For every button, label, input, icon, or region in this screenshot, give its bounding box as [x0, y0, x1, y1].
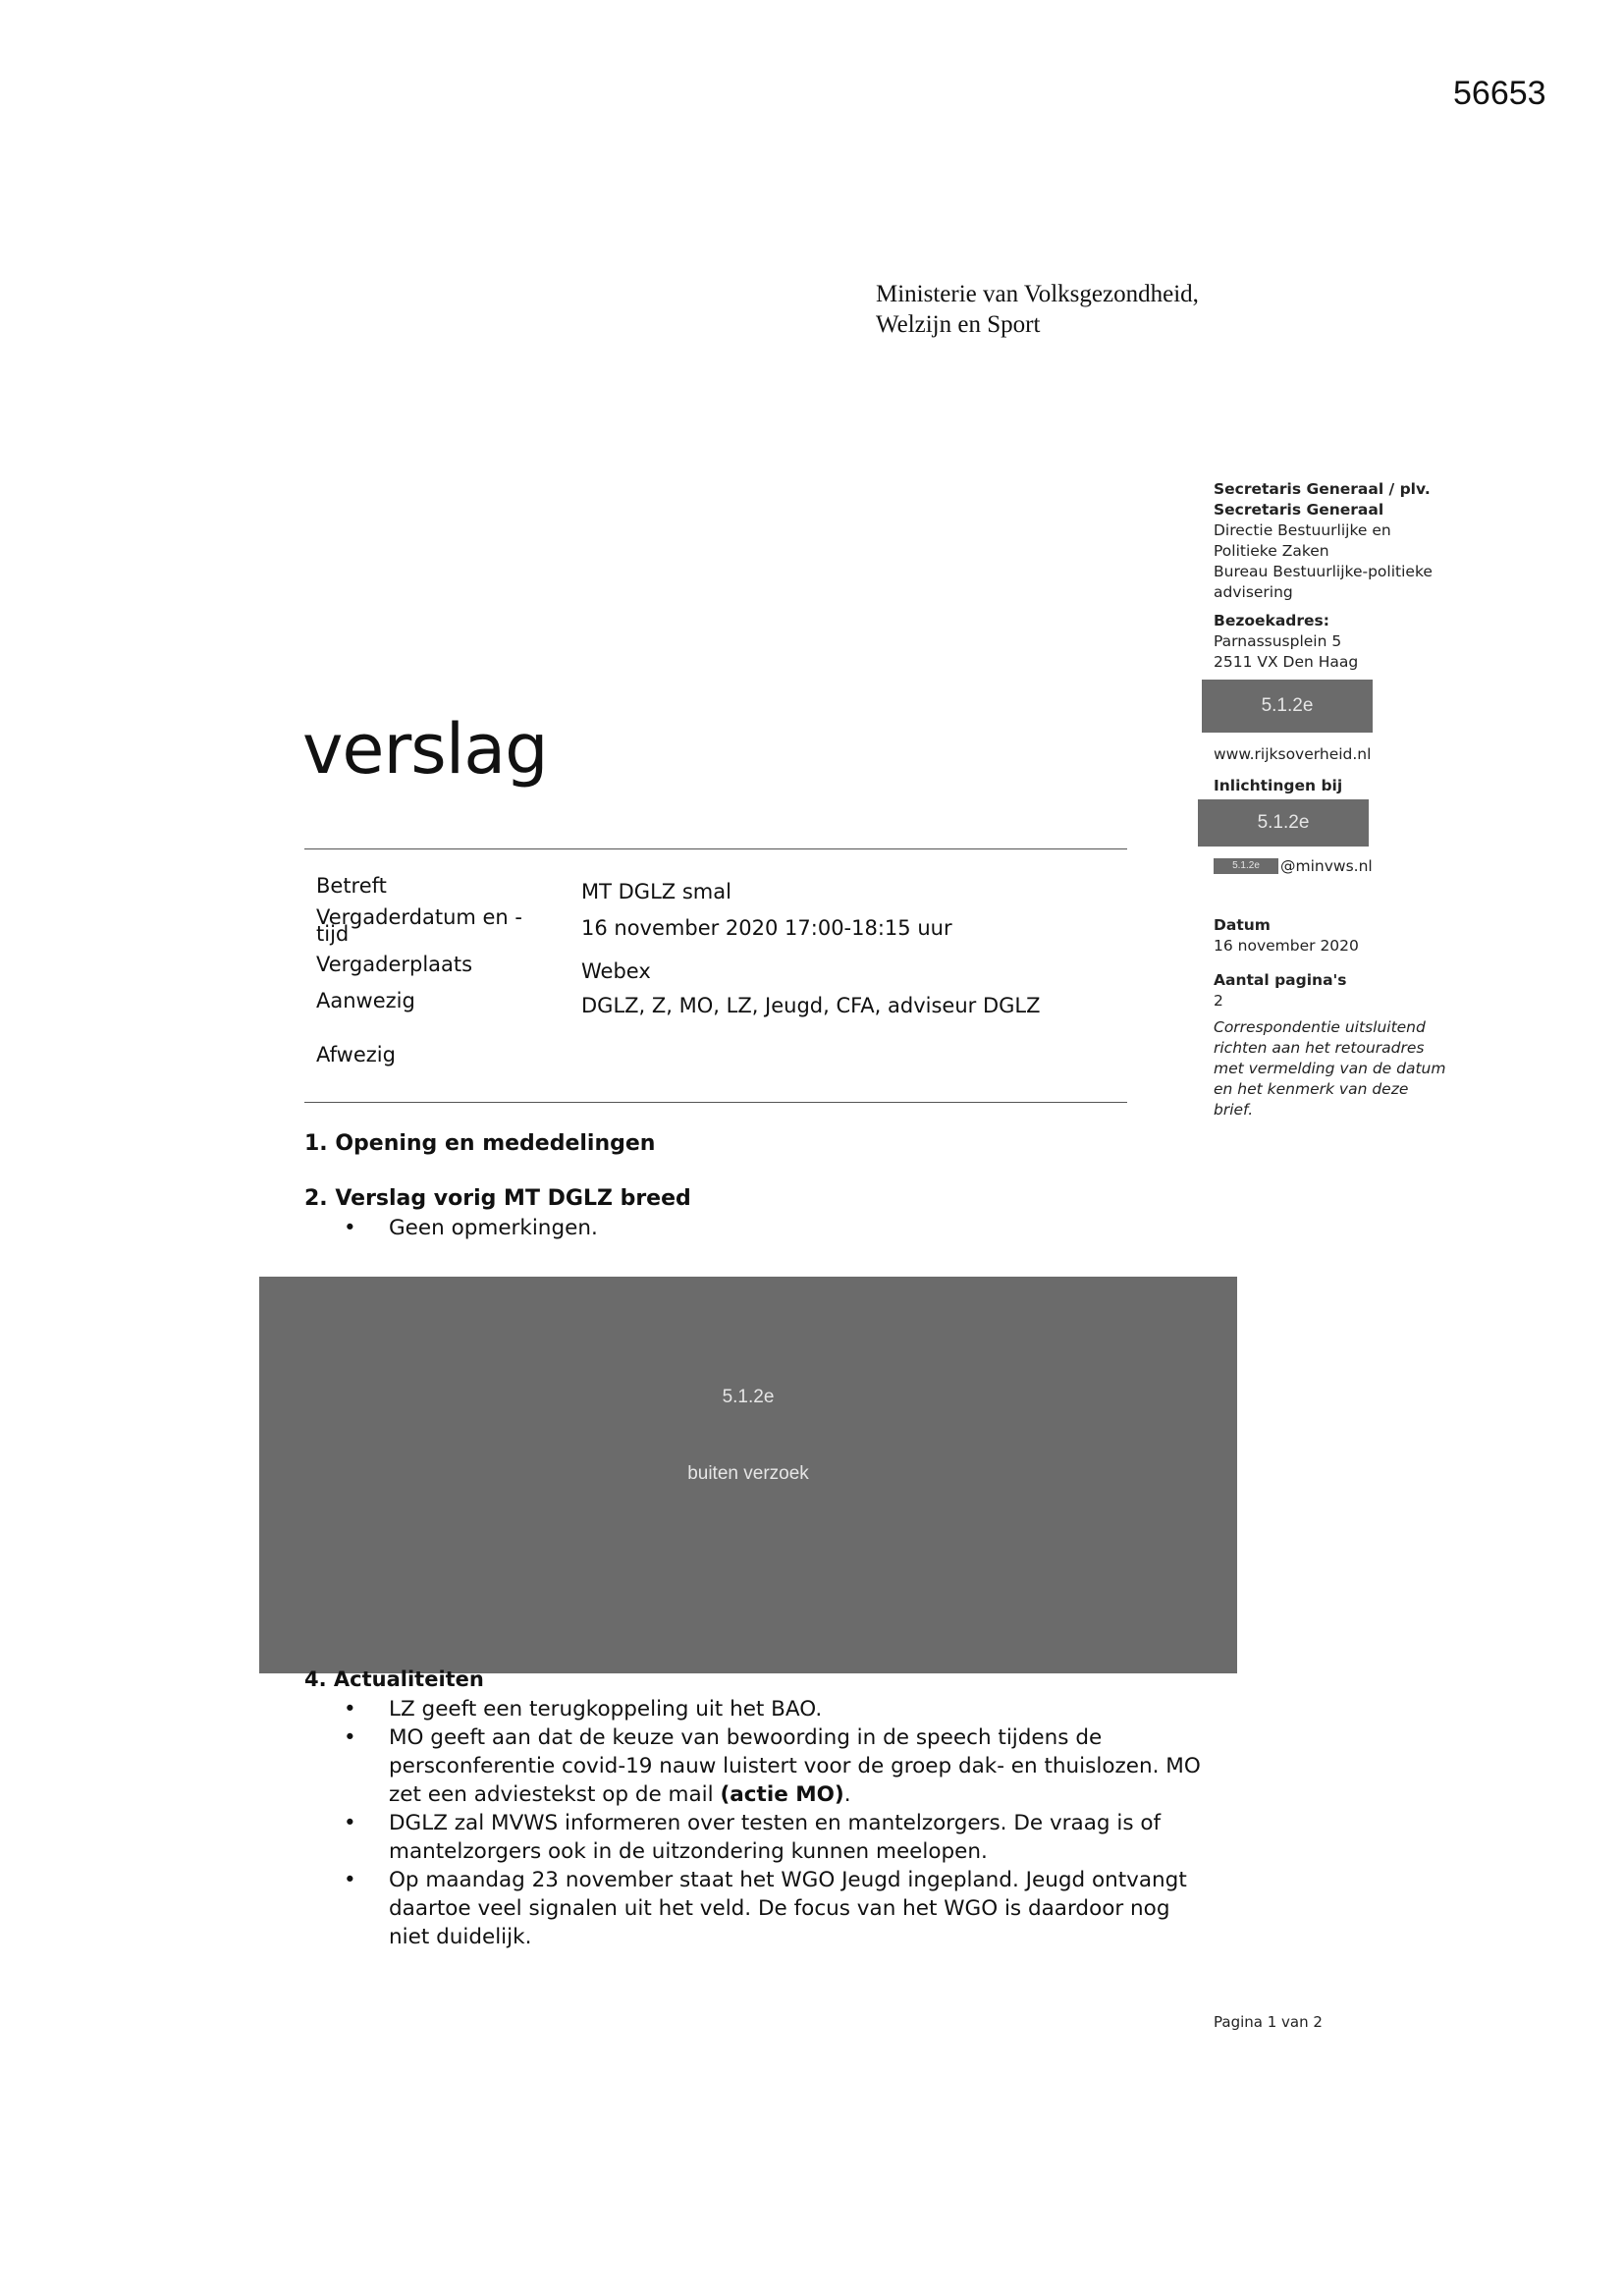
redaction-address: 5.1.2e [1202, 680, 1373, 733]
meta-label-betreft: Betreft [316, 874, 387, 898]
divider-bottom [304, 1102, 1127, 1103]
sidebar-org-1: Secretaris Generaal / plv. [1214, 480, 1431, 498]
section-4-heading: 4. Actualiteiten [304, 1667, 484, 1691]
ministry-line-1: Ministerie van Volksgezondheid, [876, 281, 1199, 307]
meta-value-aanwezig: DGLZ, Z, MO, LZ, Jeugd, CFA, adviseur DGLZ [581, 994, 1041, 1017]
meta-label-datum-line1: Vergaderdatum en - [316, 905, 522, 929]
sidebar-info-label: Inlichtingen bij [1214, 777, 1343, 794]
meta-label-plaats: Vergaderplaats [316, 953, 473, 976]
meta-label-datum-line2: tijd [316, 922, 350, 946]
actualiteit-text: DGLZ zal MVWS informeren over testen en mantelzorgers. De vraag is of mantelzorgers ook in de uitzondering kunnen meelopen. [389, 1811, 1162, 1864]
redaction-contact: 5.1.2e [1198, 799, 1369, 847]
section-2-heading: 2. Verslag vorig MT DGLZ breed [304, 1186, 691, 1211]
sidebar-org-4: Politieke Zaken [1214, 542, 1329, 560]
document-number: 56653 [1453, 75, 1546, 112]
sidebar-date-label: Datum [1214, 916, 1271, 934]
redaction-block-code: 5.1.2e [722, 1387, 775, 1407]
sidebar-org-2: Secretaris Generaal [1214, 501, 1384, 519]
actualiteit-item [344, 1866, 1208, 1951]
actualiteit-item [344, 1723, 1208, 1809]
sidebar-visit-2: 2511 VX Den Haag [1214, 653, 1359, 671]
sidebar-organisation [1214, 479, 1479, 673]
meta-label-aanwezig: Aanwezig [316, 989, 415, 1012]
sidebar-email-suffix: @minvws.nl [1280, 857, 1373, 875]
sidebar-org-5: Bureau Bestuurlijke-politieke [1214, 563, 1433, 580]
actualiteit-text: MO geeft aan dat de keuze van bewoording in de speech tijdens de persconferentie covid-19 nauw luistert voor de groep dak- en thuislozen. MO zet een adviestekst op de mail [389, 1725, 1201, 1807]
section-2-list [344, 1214, 1208, 1242]
ministry-line-2: Welzijn en Sport [876, 311, 1041, 338]
sidebar-date-block [1214, 915, 1479, 1121]
actualiteit-action: (actie MO) [720, 1782, 844, 1807]
section-2-bullet: • Geen opmerkingen. [344, 1214, 1208, 1242]
section-1-heading: 1. Opening en mededelingen [304, 1131, 656, 1156]
document-title: verslag [302, 709, 548, 790]
redaction-block [259, 1277, 1237, 1673]
sidebar-pages-value: 2 [1214, 992, 1223, 1010]
sidebar-note-4: en het kenmerk van deze [1214, 1080, 1409, 1098]
sidebar-visit-label: Bezoekadres: [1214, 612, 1329, 629]
meta-label-afwezig: Afwezig [316, 1043, 396, 1066]
meta-value-datum: 16 november 2020 17:00-18:15 uur [581, 916, 952, 940]
sidebar-note-5: brief. [1214, 1101, 1254, 1119]
sidebar-org-3: Directie Bestuurlijke en [1214, 521, 1391, 539]
actualiteit-after: . [843, 1782, 851, 1807]
actualiteit-text: LZ geeft een terugkoppeling uit het BAO. [389, 1697, 823, 1722]
redaction-email: 5.1.2e [1214, 858, 1278, 874]
ministry-name [876, 279, 1199, 340]
sidebar-website: www.rijksoverheid.nl [1214, 745, 1372, 763]
meta-value-plaats: Webex [581, 959, 651, 983]
actualiteiten-list [344, 1695, 1208, 1951]
meta-value-betreft: MT DGLZ smal [581, 880, 731, 903]
meta-label-datum [316, 905, 522, 946]
sidebar-note-1: Correspondentie uitsluitend [1214, 1018, 1426, 1036]
actualiteit-item [344, 1695, 1208, 1723]
actualiteit-text: Op maandag 23 november staat het WGO Jeugd ingepland. Jeugd ontvangt daartoe veel signalen uit het veld. De focus van het WGO is daardoor nog niet duidelijk. [389, 1868, 1187, 1949]
actualiteit-item [344, 1809, 1208, 1866]
sidebar-date-value: 16 november 2020 [1214, 937, 1359, 955]
sidebar-note-2: richten aan het retouradres [1214, 1039, 1425, 1057]
sidebar-org-6: advisering [1214, 583, 1293, 601]
page-footer: Pagina 1 van 2 [1214, 2013, 1323, 2031]
sidebar-info-wrap [1214, 776, 1479, 796]
divider-top [304, 848, 1127, 849]
redaction-block-reason: buiten verzoek [687, 1463, 809, 1484]
sidebar-pages-label: Aantal pagina's [1214, 971, 1347, 989]
sidebar-note-3: met vermelding van de datum [1214, 1060, 1446, 1077]
sidebar-visit-1: Parnassusplein 5 [1214, 632, 1342, 650]
